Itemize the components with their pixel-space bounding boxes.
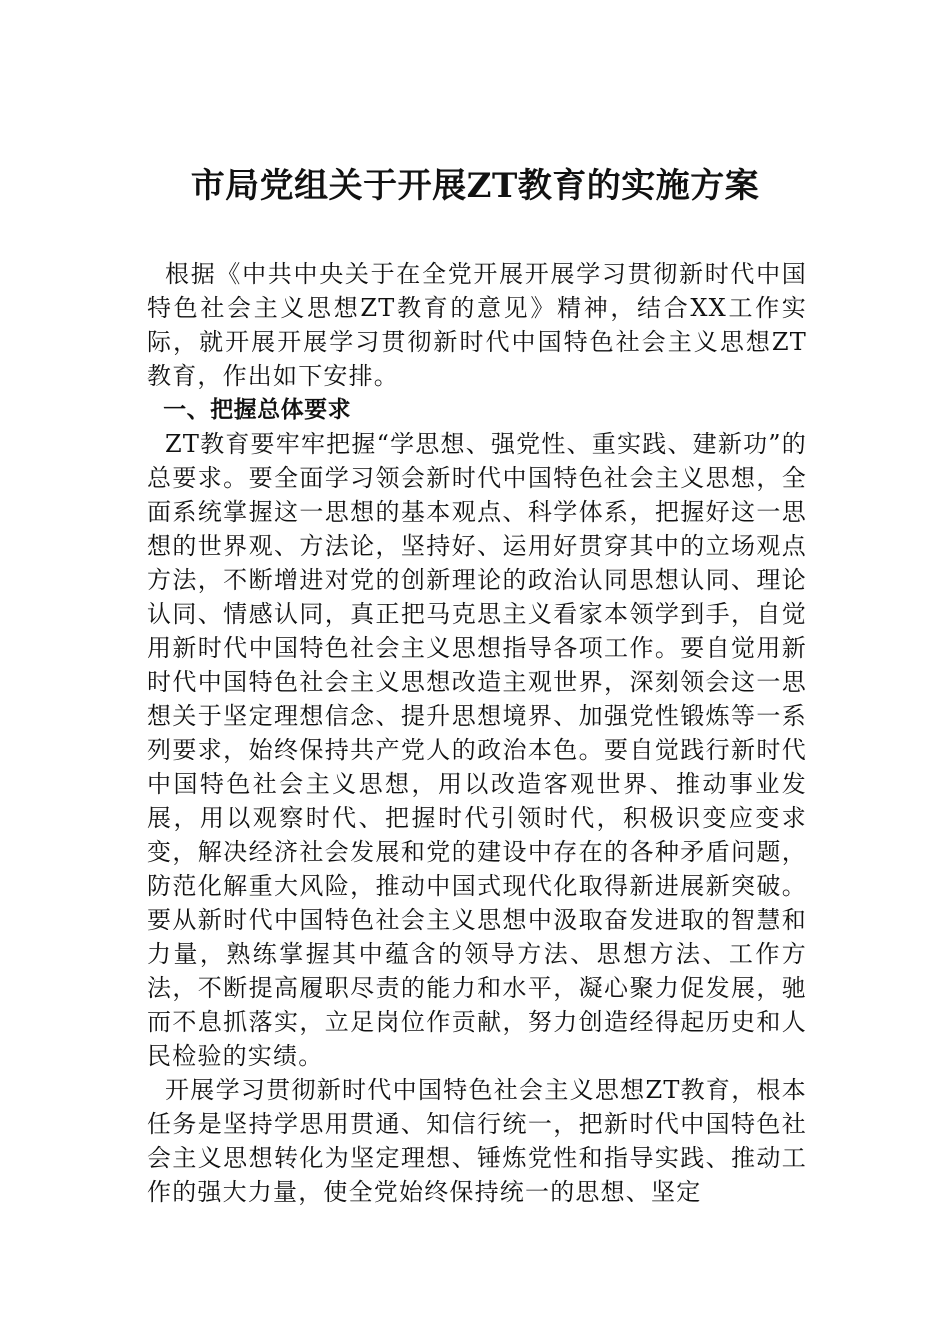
document-body xyxy=(147,257,807,1209)
document-title: 市局党组关于开展ZT教育的实施方案 xyxy=(190,166,760,206)
body-paragraph: ZT教育要牢牢把握“学思想、强党性、重实践、建新功”的总要求。要全面学习领会新时代中国特色社会主义思想，全面系统掌握这一思想的基本观点、科学体系，把握好这一思想的世界观、方法论，坚持好、运用好贯穿其中的立场观点方法，不断增进对党的创新理论的政治认同思想认同、理论认同、情感认同，真正把马克思主义看家本领学到手，自觉用新时代中国特色社会主义思想指导各项工作。要自觉用新时代中国特色社会主义思想改造主观世界，深刻领会这一思想关于坚定理想信念、提升思想境界、加强党性锻炼等一系列要求，始终保持共产党人的政治本色。要自觉践行新时代中国特色社会主义思想，用以改造客观世界、推动事业发展，用以观察时代、把握时代引领时代，积极识变应变求变，解决经济社会发展和党的建设中存在的各种矛盾问题，防范化解重大风险，推动中国式现代化取得新进展新突破。要从新时代中国特色社会主义思想中汲取奋发进取的智慧和力量，熟练掌握其中蕴含的领导方法、思想方法、工作方法，不断提高履职尽责的能力和水平，凝心聚力促发展，驰而不息抓落实，立足岗位作贡献，努力创造经得起历史和人民检验的实绩。 xyxy=(147,430,807,1070)
intro-paragraph: 根据《中共中央关于在全党开展开展学习贯彻新时代中国特色社会主义思想ZT教育的意见》精神，结合XX工作实际，就开展开展学习贯彻新时代中国特色社会主义思想ZT教育，作出如下安排。 xyxy=(147,260,807,390)
section-heading: 一、把握总体要求 xyxy=(163,397,352,423)
body-paragraph: 开展学习贯彻新时代中国特色社会主义思想ZT教育，根本任务是坚持学思用贯通、知信行统一，把新时代中国特色社会主义思想转化为坚定理想、锤炼党性和指导实践、推动工作的强大力量，使全党始终保持统一的思想、坚定 xyxy=(147,1076,807,1206)
